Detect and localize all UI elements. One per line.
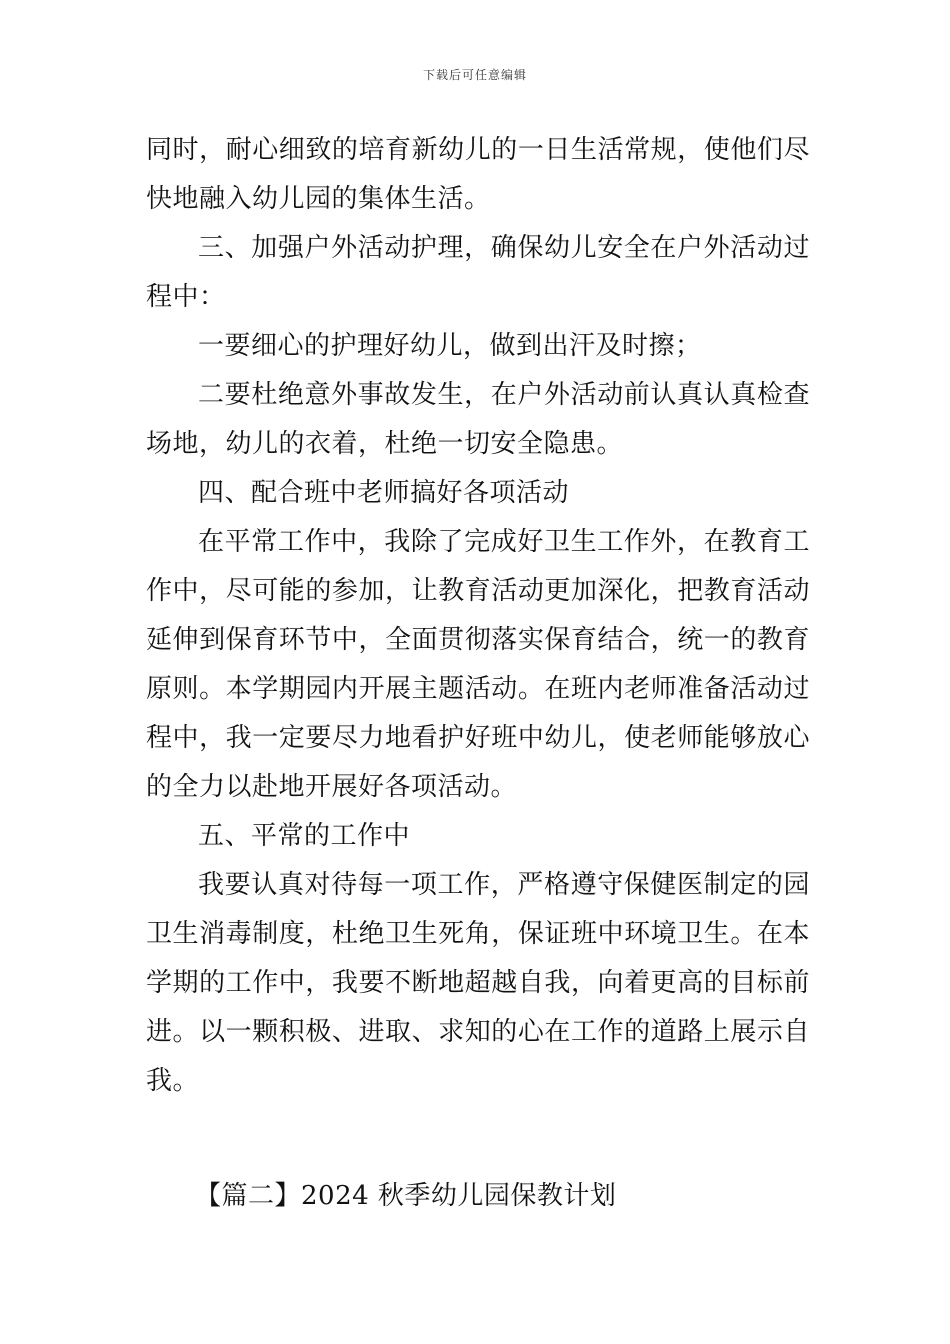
paragraph-item-1: 一要细心的护理好幼儿，做到出汗及时擦； <box>198 331 702 361</box>
paragraph-body-4: 在平常工作中，我除了完成好卫生工作外，在教育工作中，尽可能的参加，让教育活动更加深化，把教育活动延伸到保育环节中，全面贯彻落实保育结合，统一的教育原则。本学期园内开展主题活动。在班内老师准备活动过程中，我一定要尽力地看护好班中幼儿，使老师能够放心的全力以赴地开展好各项活动。 <box>146 527 810 802</box>
document-body <box>146 126 810 1106</box>
paragraph-body-5: 我要认真对待每一项工作，严格遵守保健医制定的园卫生消毒制度，杜绝卫生死角，保证班中环境卫生。在本学期的工作中，我要不断地超越自我，向着更高的目标前进。以一颗积极、进取、求知的心在工作的道路上展示自我。 <box>146 870 810 1096</box>
page-header-note: 下载后可任意编辑 <box>422 68 527 82</box>
paragraph-continuation: 同时，耐心细致的培育新幼儿的一日生活常规，使他们尽快地融入幼儿园的集体生活。 <box>146 135 810 214</box>
paragraph-heading-4: 四、配合班中老师搞好各项活动 <box>198 478 570 508</box>
paragraph-heading-3: 三、加强户外活动护理，确保幼儿安全在户外活动过程中： <box>146 233 810 312</box>
section-title: 【篇二】2024 秋季幼儿园保教计划 <box>195 1181 617 1211</box>
paragraph-item-2: 二要杜绝意外事故发生，在户外活动前认真认真检查场地，幼儿的衣着，杜绝一切安全隐患。 <box>146 380 810 459</box>
paragraph-heading-5: 五、平常的工作中 <box>198 821 411 851</box>
